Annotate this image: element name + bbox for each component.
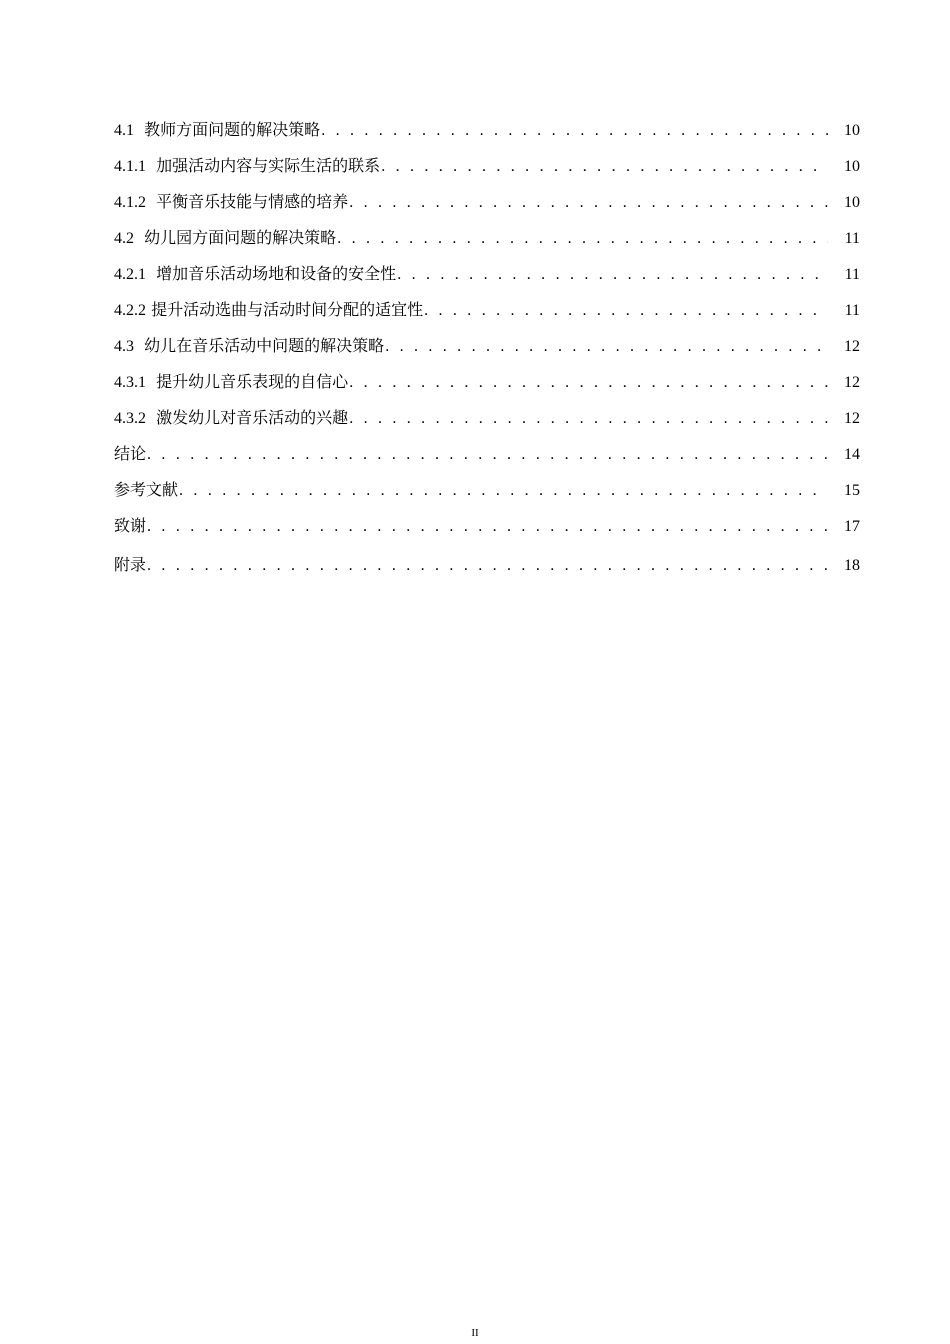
toc-entry-title — [114, 404, 348, 433]
toc-entry-text: 激发幼儿对音乐活动的兴趣 — [156, 408, 349, 427]
toc-entry-4-1-1[interactable] — [114, 152, 860, 188]
toc-dot-leader — [349, 405, 828, 433]
toc-entry-page: 11 — [844, 266, 860, 283]
toc-dot-leader — [349, 189, 828, 217]
toc-dot-leader — [147, 513, 828, 541]
toc-entry-number: 4.3.2 — [114, 410, 146, 427]
toc-dot-leader — [179, 477, 828, 505]
toc-entry-page: 10 — [844, 194, 860, 211]
toc-entry-references[interactable] — [114, 476, 860, 512]
toc-entry-4-2-2[interactable] — [114, 296, 860, 332]
toc-entry-text: 结论 — [114, 444, 147, 463]
toc-entry-number: 4.2 — [114, 230, 134, 247]
toc-entry-title — [114, 368, 348, 397]
toc-entry-conclusion[interactable] — [114, 440, 860, 476]
toc-entry-4-1-2[interactable] — [114, 188, 860, 224]
toc-entry-page: 10 — [844, 158, 860, 175]
toc-entry-title — [114, 296, 423, 325]
toc-entry-text: 教师方面问题的解决策略 — [144, 120, 321, 139]
toc-dot-leader — [397, 261, 828, 289]
toc-entry-appendix[interactable] — [114, 551, 860, 587]
toc-entry-page: 11 — [844, 230, 860, 247]
toc-entry-title — [114, 332, 384, 361]
toc-entry-page: 18 — [844, 557, 860, 574]
toc-entry-page: 14 — [844, 446, 860, 463]
page-number: II — [471, 1327, 479, 1339]
toc-entry-4-2[interactable] — [114, 224, 860, 260]
toc-entry-text: 参考文献 — [114, 480, 179, 499]
toc-entry-text: 加强活动内容与实际生活的联系 — [156, 156, 381, 175]
toc-entry-4-2-1[interactable] — [114, 260, 860, 296]
toc-entry-page: 12 — [844, 338, 860, 355]
toc-dot-leader — [381, 153, 828, 181]
toc-entry-title — [114, 260, 396, 289]
toc-entry-4-3-2[interactable] — [114, 404, 860, 440]
toc-entry-text: 增加音乐活动场地和设备的安全性 — [156, 264, 397, 283]
toc-entry-number: 4.3 — [114, 338, 134, 355]
toc-entry-number: 4.1.2 — [114, 194, 146, 211]
toc-dot-leader — [337, 225, 828, 253]
toc-entry-page: 10 — [844, 122, 860, 139]
toc-entry-page: 11 — [844, 302, 860, 319]
toc-entry-4-3[interactable] — [114, 332, 860, 368]
toc-entry-title — [114, 152, 380, 181]
toc-entry-number: 4.2.1 — [114, 266, 146, 283]
toc-entry-acknowledgements[interactable] — [114, 512, 860, 551]
toc-entry-4-1[interactable] — [114, 116, 860, 152]
toc-entry-page: 12 — [844, 374, 860, 391]
toc-dot-leader — [147, 441, 828, 469]
toc-entry-number: 4.1 — [114, 122, 134, 139]
toc-entry-title — [114, 224, 336, 253]
toc-entry-text: 附录 — [114, 555, 147, 574]
toc-entry-text: 提升活动选曲与活动时间分配的适宜性 — [151, 300, 424, 319]
toc-entry-page: 12 — [844, 410, 860, 427]
toc-entry-number: 4.1.1 — [114, 158, 146, 175]
toc-entry-title — [114, 188, 348, 217]
toc-entry-text: 提升幼儿音乐表现的自信心 — [156, 372, 349, 391]
table-of-contents — [114, 116, 860, 587]
toc-entry-text: 平衡音乐技能与情感的培养 — [156, 192, 349, 211]
toc-entry-text: 致谢 — [114, 516, 147, 535]
toc-entry-page: 17 — [844, 518, 860, 535]
toc-entry-text: 幼儿园方面问题的解决策略 — [144, 228, 337, 247]
toc-dot-leader — [385, 333, 828, 361]
toc-entry-4-3-1[interactable] — [114, 368, 860, 404]
toc-dot-leader — [349, 369, 828, 397]
toc-entry-number: 4.2.2 — [114, 302, 146, 319]
toc-dot-leader — [321, 117, 828, 145]
toc-entry-page: 15 — [844, 482, 860, 499]
toc-dot-leader — [424, 297, 828, 325]
toc-entry-title — [114, 116, 320, 145]
toc-dot-leader — [147, 552, 828, 580]
toc-entry-number: 4.3.1 — [114, 374, 146, 391]
toc-entry-text: 幼儿在音乐活动中问题的解决策略 — [144, 336, 385, 355]
